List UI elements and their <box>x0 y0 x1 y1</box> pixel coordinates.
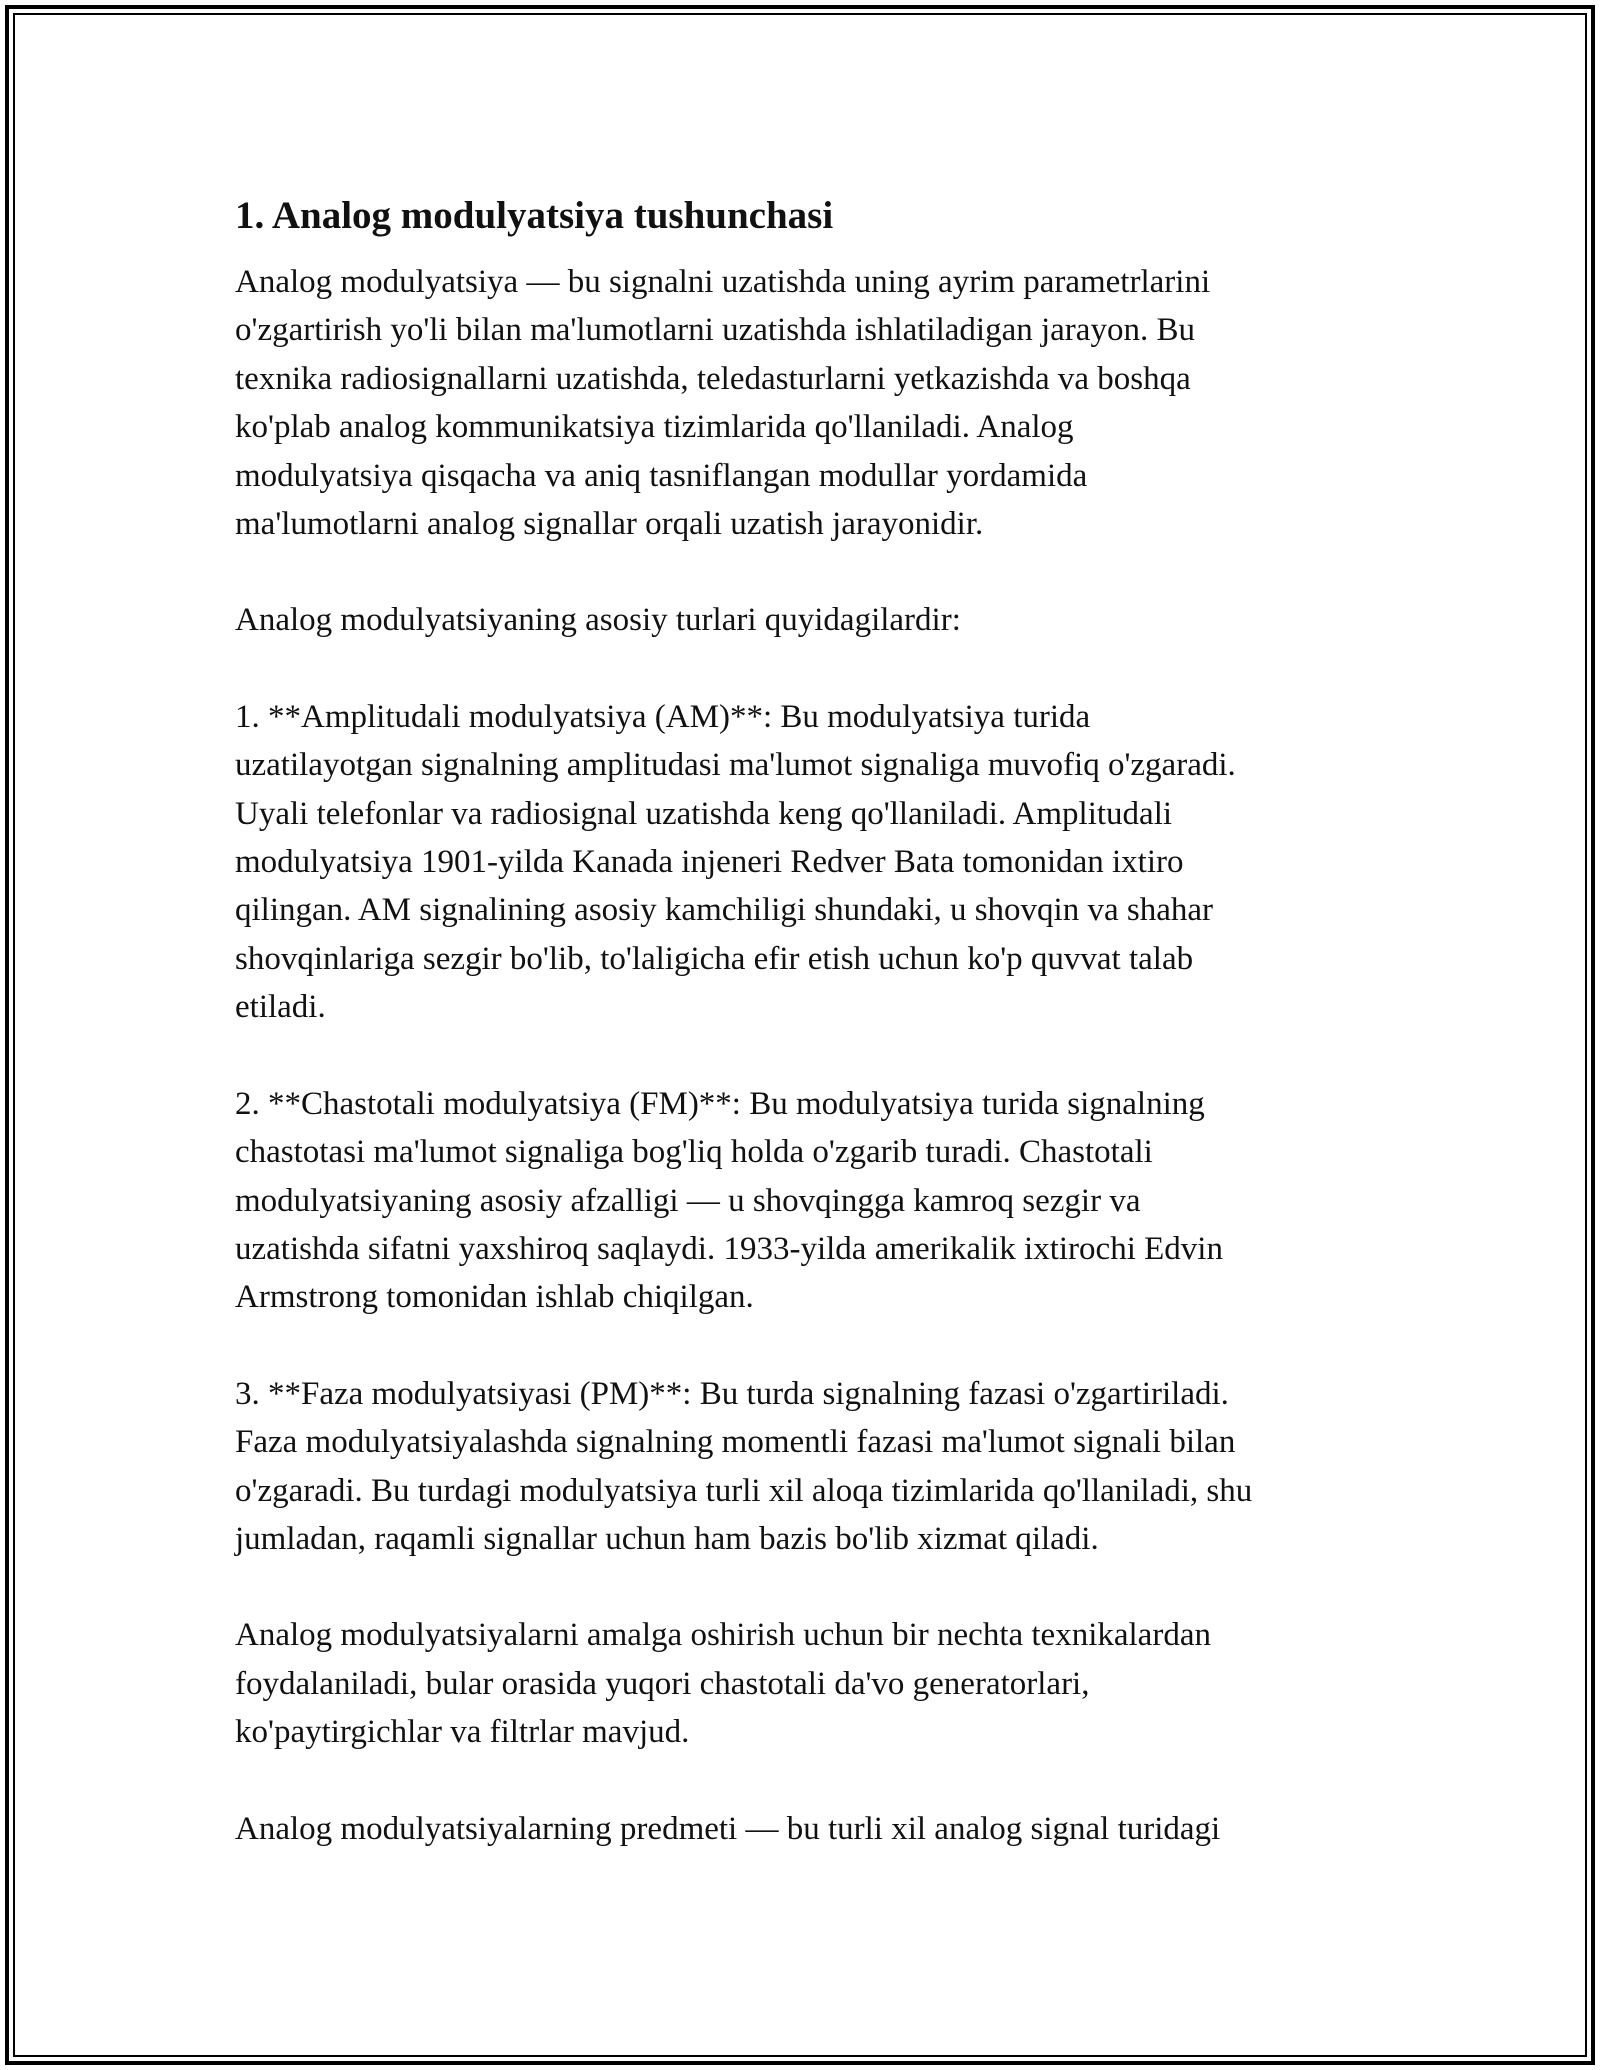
paragraph-definition: Analog modulyatsiya — bu signalni uzatishda uning ayrim parametrlarini o'zgartirish yo'li bilan ma'lumotlarni uzatishda ishlatiladigan jarayon. Bu texnika radiosignallarni uzatishda, teledasturlarni yetkazishda va boshqa ko'plab analog kommunikatsiya tizimlarida qo'llaniladi. Analog modulyatsiya qisqacha va aniq tasniflangan modullar yordamida ma'lumotlarni analog signallar orqali uzatish jarayonidir. <box>235 264 1211 543</box>
paragraph-pm: 3. **Faza modulyatsiyasi (PM)**: Bu turda signalning fazasi o'zgartiriladi. Faza modulyatsiyalashda signalning momentli fazasi ma'lumot signali bilan o'zgaradi. Bu turdagi modulyatsiya turli xil aloqa tizimlarida qo'llaniladi, shu jumladan, raqamli signallar uchun ham bazis bo'lib xizmat qiladi. <box>235 1375 1253 1557</box>
paragraph-types-intro: Analog modulyatsiyaning asosiy turlari quyidagilardir: <box>235 602 961 639</box>
document-body <box>235 190 1395 1901</box>
paragraph-subject: Analog modulyatsiyalarning predmeti — bu turli xil analog signal turidagi <box>235 1810 1221 1847</box>
paragraph-fm: 2. **Chastotali modulyatsiya (FM)**: Bu modulyatsiya turida signalning chastotasi ma'lumot signaliga bog'liq holda o'zgarib turadi. Chastotali modulyatsiyaning asosiy afzalligi — u shovqingga kamroq sezgir va uzatishda sifatni yaxshiroq saqlaydi. 1933-yilda amerikalik ixtirochi Edvin Armstrong tomonidan ishlab chiqilgan. <box>235 1085 1223 1316</box>
section-heading: 1. Analog modulyatsiya tushunchasi <box>235 194 834 237</box>
paragraph-am: 1. **Amplitudali modulyatsiya (AM)**: Bu modulyatsiya turida uzatilayotgan signalning amplitudasi ma'lumot signaliga muvofiq o'zgaradi. Uyali telefonlar va radiosignal uzatishda keng qo'llaniladi. Amplitudali modulyatsiya 1901-yilda Kanada injeneri Redver Bata tomonidan ixtiro qilingan. AM signalining asosiy kamchiligi shundaki, u shovqin va shahar shovqinlariga sezgir bo'lib, to'laligicha efir etish uchun ko'p quvvat talab etiladi. <box>235 698 1236 1026</box>
paragraph-techniques: Analog modulyatsiyalarni amalga oshirish uchun bir nechta texnikalardan foydalaniladi, bular orasida yuqori chastotali da'vo generatorlari, ko'paytirgichlar va filtrlar mavjud. <box>235 1617 1211 1751</box>
